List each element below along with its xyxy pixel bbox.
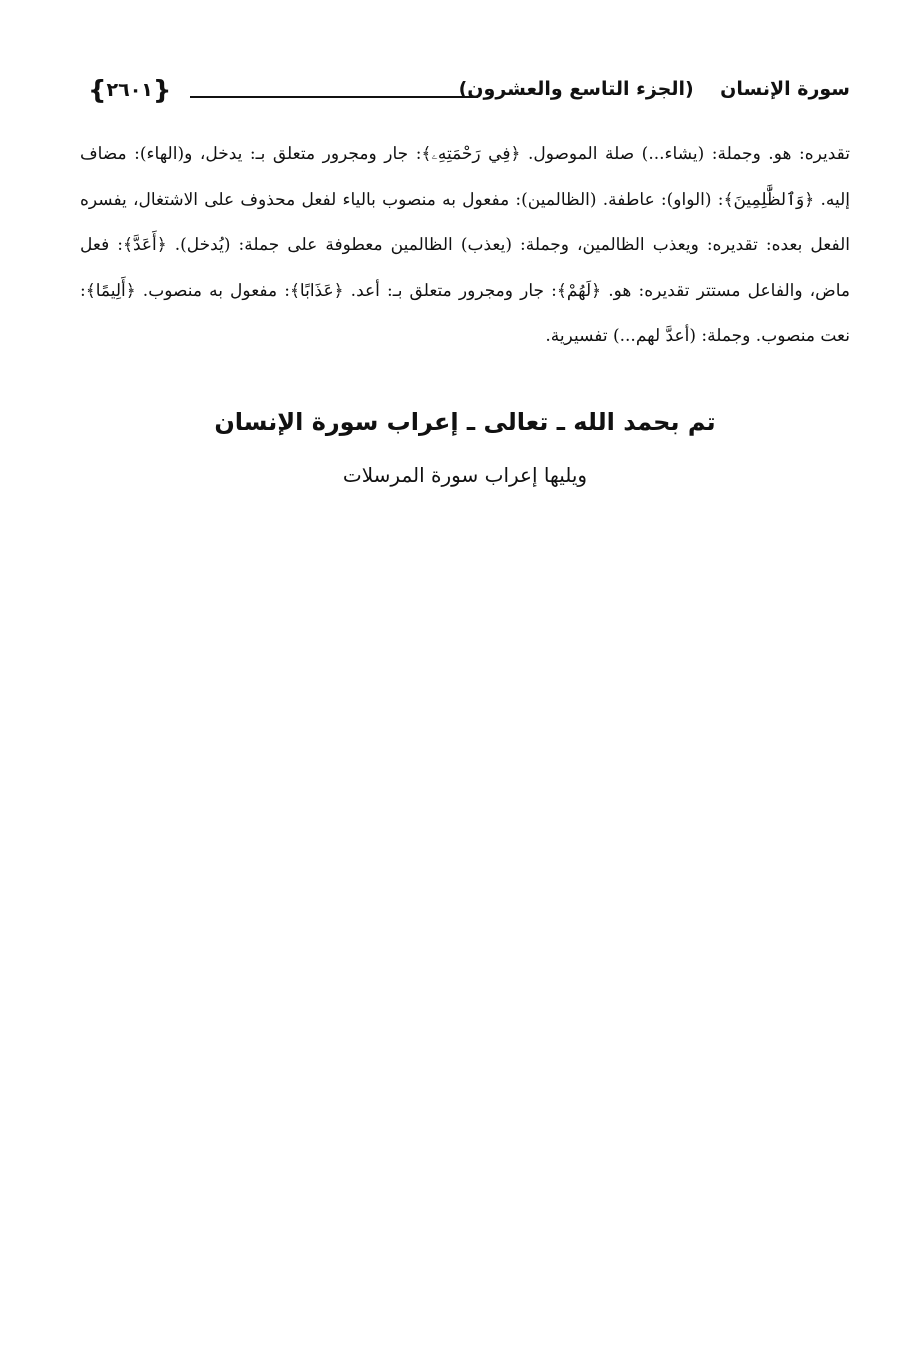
header-rule bbox=[190, 96, 478, 98]
closing-subtitle: ويليها إعراب سورة المرسلات bbox=[342, 463, 588, 487]
brace-right-icon: } bbox=[152, 75, 172, 106]
surah-title: سورة الإنسان bbox=[720, 78, 850, 100]
running-title bbox=[459, 78, 850, 100]
brace-left-icon: { bbox=[88, 75, 107, 106]
section-title: (الجزء التاسع والعشرون) bbox=[458, 78, 694, 100]
page-header bbox=[80, 68, 850, 116]
body-paragraph: تقديره: هو. وجملة: (يشاء...) صلة الموصول. ﴿فِي رَحْمَتِهِۦ﴾: جار ومجرور متعلق بـ: يدخل، و(الهاء): مضاف إليه. ﴿وَٱلظَّٰلِمِينَ﴾: (الواو): عاطفة. (الظالمين): مفعول به منصوب بالياء لفعل محذوف على الاشتغال، يفسره الفعل بعده: تقديره: ويعذب الظالمين، وجملة: (يعذب) الظالمين معطوفة على جملة: (يُدخل). ﴿أَعَدَّ﴾: فعل ماض، والفاعل مستتر تقديره: هو. ﴿لَهُمْ﴾: جار ومجرور متعلق بـ: أعد. ﴿عَذَابًا﴾: مفعول به منصوب. ﴿أَلِيمًا﴾: نعت منصوب. وجملة: (أعدَّ لهم...) تفسيرية. bbox=[80, 144, 850, 346]
page-number bbox=[88, 74, 172, 106]
closing-title: تم بحمد الله ـ تعالى ـ إعراب سورة الإنسان bbox=[214, 408, 716, 436]
page-number-value: ٢٦٠١ bbox=[106, 79, 153, 101]
